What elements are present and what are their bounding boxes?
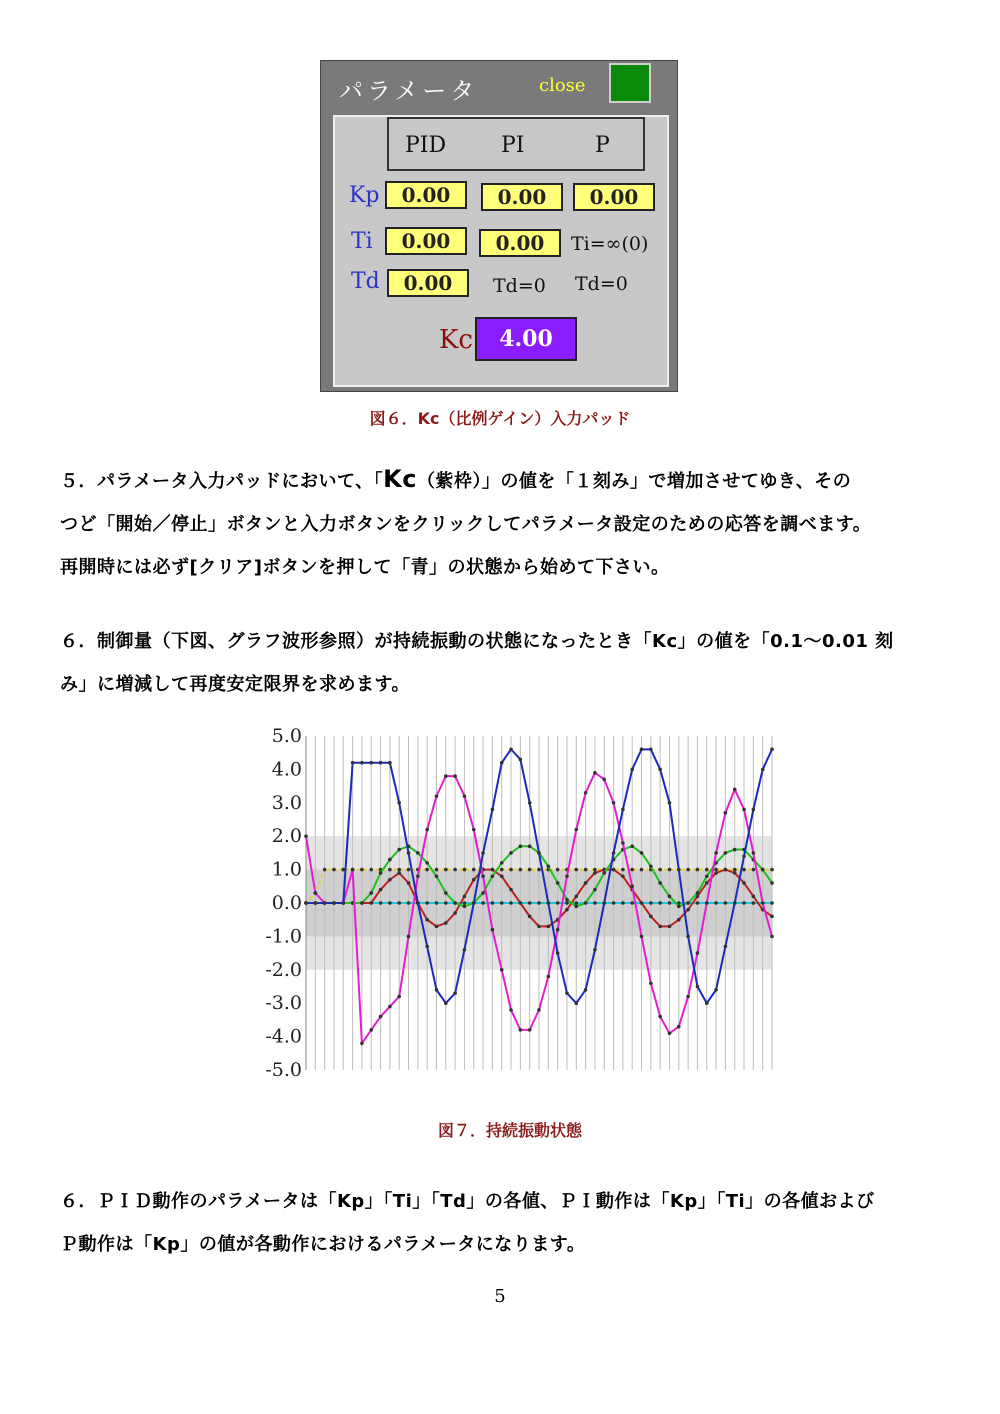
y-tick-label: 3.0 <box>271 791 302 814</box>
data-point <box>481 851 485 855</box>
kc-emphasis: Kc <box>383 465 417 493</box>
data-point <box>369 868 373 872</box>
data-point <box>314 891 318 895</box>
data-point <box>602 871 606 875</box>
data-point <box>658 925 662 929</box>
data-point <box>453 991 457 995</box>
data-point <box>602 901 606 905</box>
data-point <box>584 881 588 885</box>
figure-6-caption: 図６．Kc（比例ゲイン）入力パッド <box>369 409 631 428</box>
data-point <box>658 881 662 885</box>
data-point <box>388 761 392 765</box>
data-point <box>761 868 765 872</box>
data-point <box>528 868 532 872</box>
data-point <box>630 844 634 848</box>
data-point <box>742 868 746 872</box>
data-point <box>574 868 578 872</box>
data-point <box>640 851 644 855</box>
data-point <box>332 901 336 905</box>
data-point <box>519 1028 523 1032</box>
data-point <box>509 748 513 752</box>
parameter-pad <box>320 60 678 392</box>
data-point <box>379 761 383 765</box>
data-point <box>630 768 634 772</box>
data-point <box>640 901 644 905</box>
data-point <box>658 901 662 905</box>
paragraph-5-line-2: つど「開始／停止」ボタンと入力ボタンをクリックしてパラメータ設定のための応答を調べます。 <box>60 514 872 535</box>
data-point <box>416 874 420 878</box>
data-point <box>742 901 746 905</box>
pad-title: パラメータ <box>339 77 479 105</box>
data-point <box>621 808 625 812</box>
data-point <box>369 901 373 905</box>
data-point <box>733 848 737 852</box>
data-point <box>724 901 728 905</box>
data-point <box>593 771 597 775</box>
pid-td-field[interactable]: 0.00 <box>387 269 469 297</box>
data-point <box>770 868 774 872</box>
paragraph-6b-line-2: Ｐ動作は「Kp」の値が各動作におけるパラメータになります。 <box>60 1234 586 1255</box>
y-tick-label: -4.0 <box>265 1025 302 1048</box>
data-point <box>724 811 728 815</box>
data-point <box>593 871 597 875</box>
paragraph-6b-line-1: ６．ＰＩＤ動作のパラメータは「Kp」「Ti」「Td」の各値、ＰＩ動作は「Kp」「Ti」の各値および <box>60 1191 875 1212</box>
pad-body <box>333 115 669 387</box>
data-point <box>388 878 392 882</box>
data-point <box>556 928 560 932</box>
data-point <box>668 1031 672 1035</box>
paragraph-5-line-1: ５．パラメータ入力パッドにおいて、「Kc（紫枠）」の値を「１刻み」で増加させてゆき、その <box>60 465 852 493</box>
data-point <box>453 901 457 905</box>
data-point <box>612 901 616 905</box>
data-point <box>491 808 495 812</box>
data-point <box>491 928 495 932</box>
data-point <box>574 895 578 899</box>
data-point <box>397 868 401 872</box>
data-point <box>369 1028 373 1032</box>
data-point <box>565 991 569 995</box>
data-point <box>556 868 560 872</box>
data-point <box>425 945 429 949</box>
oscillation-chart <box>240 718 780 1088</box>
data-point <box>491 901 495 905</box>
data-point <box>668 895 672 899</box>
data-point <box>621 841 625 845</box>
data-point <box>341 901 345 905</box>
data-point <box>621 901 625 905</box>
data-point <box>416 851 420 855</box>
data-point <box>705 881 709 885</box>
data-point <box>397 995 401 999</box>
data-point <box>360 761 364 765</box>
data-point <box>686 908 690 912</box>
data-point <box>658 868 662 872</box>
data-point <box>630 901 634 905</box>
data-point <box>425 861 429 865</box>
data-point <box>463 794 467 798</box>
data-point <box>416 901 420 905</box>
data-point <box>584 791 588 795</box>
data-point <box>360 1041 364 1045</box>
y-tick-label: -1.0 <box>265 925 302 948</box>
data-point <box>444 891 448 895</box>
p-td-note: Td=0 <box>575 273 628 295</box>
data-point <box>472 878 476 882</box>
close-button[interactable] <box>609 63 651 103</box>
paragraph-5-line-3: 再開時には必ず[クリア]ボタンを押して「青」の状態から始めて下さい。 <box>60 557 670 578</box>
data-point <box>444 868 448 872</box>
data-point <box>472 901 476 905</box>
data-point <box>640 868 644 872</box>
data-point <box>742 881 746 885</box>
data-point <box>649 748 653 752</box>
mode-p: P <box>595 133 610 158</box>
data-point <box>509 1008 513 1012</box>
data-point <box>323 868 327 872</box>
data-point <box>612 851 616 855</box>
close-label: close <box>539 75 586 96</box>
mode-header <box>387 117 645 171</box>
page-number: 5 <box>494 1286 506 1307</box>
data-point <box>509 851 513 855</box>
data-point <box>658 768 662 772</box>
data-point <box>752 895 756 899</box>
data-point <box>444 774 448 778</box>
data-point <box>519 844 523 848</box>
data-point <box>649 915 653 919</box>
ti-label: Ti <box>351 229 373 254</box>
chart-y-ticks <box>265 725 302 1081</box>
data-point <box>724 868 728 872</box>
y-tick-label: -3.0 <box>265 992 302 1015</box>
data-point <box>705 901 709 905</box>
y-tick-label: -5.0 <box>265 1059 302 1081</box>
data-point <box>640 935 644 939</box>
data-point <box>388 1005 392 1009</box>
data-point <box>397 848 401 852</box>
data-point <box>537 851 541 855</box>
data-point <box>463 901 467 905</box>
data-point <box>397 901 401 905</box>
data-point <box>677 905 681 909</box>
data-point <box>360 868 364 872</box>
data-point <box>500 868 504 872</box>
data-point <box>770 748 774 752</box>
pi-kp-field[interactable]: 0.00 <box>481 183 563 211</box>
data-point <box>453 774 457 778</box>
kc-field[interactable]: 4.00 <box>475 317 577 361</box>
y-tick-label: 0.0 <box>271 892 302 914</box>
p-kp-field[interactable]: 0.00 <box>573 183 655 211</box>
data-point <box>472 828 476 832</box>
data-point <box>444 921 448 925</box>
data-point <box>621 868 625 872</box>
data-point <box>491 868 495 872</box>
data-point <box>500 861 504 865</box>
data-point <box>556 881 560 885</box>
data-point <box>528 801 532 805</box>
data-point <box>519 758 523 762</box>
y-tick-label: 1.0 <box>271 858 302 881</box>
data-point <box>733 868 737 872</box>
data-point <box>323 901 327 905</box>
data-point <box>696 901 700 905</box>
data-point <box>435 874 439 878</box>
data-point <box>593 901 597 905</box>
data-point <box>649 981 653 985</box>
data-point <box>770 881 774 885</box>
data-point <box>547 925 551 929</box>
data-point <box>742 808 746 812</box>
data-point <box>593 888 597 892</box>
data-point <box>463 948 467 952</box>
data-point <box>500 761 504 765</box>
data-point <box>425 828 429 832</box>
data-point <box>547 901 551 905</box>
data-point <box>351 868 355 872</box>
paragraph-5 <box>60 458 950 589</box>
data-point <box>640 748 644 752</box>
data-point <box>388 901 392 905</box>
data-point <box>714 868 718 872</box>
data-point <box>528 844 532 848</box>
data-point <box>407 901 411 905</box>
data-point <box>677 1025 681 1029</box>
data-point <box>593 948 597 952</box>
mode-pid: PID <box>405 133 447 158</box>
data-point <box>612 801 616 805</box>
data-point <box>519 901 523 905</box>
data-point <box>565 874 569 878</box>
data-point <box>491 874 495 878</box>
data-point <box>528 901 532 905</box>
data-point <box>509 888 513 892</box>
data-point <box>761 901 765 905</box>
figure-7-caption: 図７．持続振動状態 <box>437 1121 582 1140</box>
paragraph-6a <box>60 620 950 706</box>
data-point <box>425 868 429 872</box>
data-point <box>537 868 541 872</box>
data-point <box>369 761 373 765</box>
data-point <box>556 901 560 905</box>
data-point <box>379 901 383 905</box>
data-point <box>397 801 401 805</box>
data-point <box>696 891 700 895</box>
data-point <box>686 901 690 905</box>
data-point <box>379 1015 383 1019</box>
data-point <box>537 901 541 905</box>
data-point <box>752 851 756 855</box>
data-point <box>574 828 578 832</box>
data-point <box>752 868 756 872</box>
data-point <box>668 901 672 905</box>
paragraph-6a-line-1: ６．制御量（下図、グラフ波形参照）が持続振動の状態になったとき「Kc」の値を「0.1～0.01 刻 <box>60 631 894 652</box>
data-point <box>379 888 383 892</box>
kp-label: Kp <box>349 183 380 208</box>
data-point <box>407 881 411 885</box>
data-point <box>705 874 709 878</box>
data-point <box>714 871 718 875</box>
data-point <box>686 995 690 999</box>
data-point <box>668 868 672 872</box>
data-point <box>332 868 336 872</box>
data-point <box>314 901 318 905</box>
data-point <box>658 1015 662 1019</box>
data-point <box>444 1001 448 1005</box>
data-point <box>481 891 485 895</box>
y-tick-label: 4.0 <box>271 758 302 781</box>
data-point <box>696 951 700 955</box>
data-point <box>537 925 541 929</box>
pi-td-note: Td=0 <box>493 275 546 297</box>
pid-ti-field[interactable]: 0.00 <box>385 227 467 255</box>
data-point <box>453 911 457 915</box>
data-point <box>770 901 774 905</box>
pid-kp-field[interactable]: 0.00 <box>385 181 467 209</box>
data-point <box>649 864 653 868</box>
data-point <box>714 851 718 855</box>
data-point <box>304 901 308 905</box>
data-point <box>444 901 448 905</box>
paragraph-6b <box>60 1180 950 1266</box>
data-point <box>630 868 634 872</box>
data-point <box>761 768 765 772</box>
data-point <box>528 1028 532 1032</box>
data-point <box>509 901 513 905</box>
data-point <box>630 885 634 889</box>
paragraph-6a-line-2: み」に増減して再度安定限界を求めます。 <box>60 674 411 695</box>
data-point <box>556 951 560 955</box>
pi-ti-field[interactable]: 0.00 <box>479 229 561 257</box>
data-point <box>528 915 532 919</box>
y-tick-label: 5.0 <box>271 725 302 747</box>
data-point <box>742 854 746 858</box>
data-point <box>351 761 355 765</box>
data-point <box>733 788 737 792</box>
data-point <box>519 868 523 872</box>
data-point <box>733 901 737 905</box>
data-point <box>677 918 681 922</box>
data-point <box>481 901 485 905</box>
data-point <box>733 871 737 875</box>
data-point <box>724 945 728 949</box>
y-tick-label: 2.0 <box>271 825 302 848</box>
data-point <box>435 901 439 905</box>
data-point <box>369 891 373 895</box>
data-point <box>435 925 439 929</box>
mode-pi: PI <box>501 133 525 158</box>
data-point <box>714 901 718 905</box>
data-point <box>407 851 411 855</box>
data-point <box>425 918 429 922</box>
data-point <box>724 851 728 855</box>
data-point <box>500 901 504 905</box>
data-point <box>304 834 308 838</box>
data-point <box>435 988 439 992</box>
data-point <box>574 905 578 909</box>
data-point <box>612 868 616 872</box>
data-point <box>668 801 672 805</box>
data-point <box>453 868 457 872</box>
data-point <box>584 901 588 905</box>
data-point <box>752 808 756 812</box>
data-point <box>565 898 569 902</box>
data-point <box>584 988 588 992</box>
data-point <box>547 975 551 979</box>
data-point <box>752 901 756 905</box>
data-point <box>463 905 467 909</box>
data-point <box>584 868 588 872</box>
data-point <box>407 935 411 939</box>
kc-label: Kc <box>439 325 473 355</box>
data-point <box>407 868 411 872</box>
data-point <box>481 874 485 878</box>
data-point <box>500 874 504 878</box>
data-point <box>379 871 383 875</box>
data-point <box>714 988 718 992</box>
data-point <box>705 1001 709 1005</box>
td-label: Td <box>351 269 380 294</box>
data-point <box>547 864 551 868</box>
data-point <box>686 868 690 872</box>
data-point <box>593 868 597 872</box>
data-point <box>621 874 625 878</box>
data-point <box>696 985 700 989</box>
data-point <box>677 868 681 872</box>
data-point <box>472 868 476 872</box>
data-point <box>686 935 690 939</box>
data-point <box>696 868 700 872</box>
y-tick-label: -2.0 <box>265 958 302 981</box>
data-point <box>435 868 439 872</box>
data-point <box>388 868 392 872</box>
data-point <box>425 901 429 905</box>
p-ti-note: Ti=∞(0) <box>571 233 649 255</box>
data-point <box>770 935 774 939</box>
data-point <box>388 858 392 862</box>
data-point <box>602 778 606 782</box>
data-point <box>705 868 709 872</box>
data-point <box>574 1001 578 1005</box>
data-point <box>435 794 439 798</box>
data-point <box>397 871 401 875</box>
data-point <box>537 1008 541 1012</box>
data-point <box>500 968 504 972</box>
data-point <box>463 868 467 872</box>
data-point <box>770 915 774 919</box>
data-point <box>565 908 569 912</box>
data-point <box>649 901 653 905</box>
data-point <box>360 901 364 905</box>
data-point <box>509 868 513 872</box>
data-point <box>668 925 672 929</box>
data-point <box>463 895 467 899</box>
